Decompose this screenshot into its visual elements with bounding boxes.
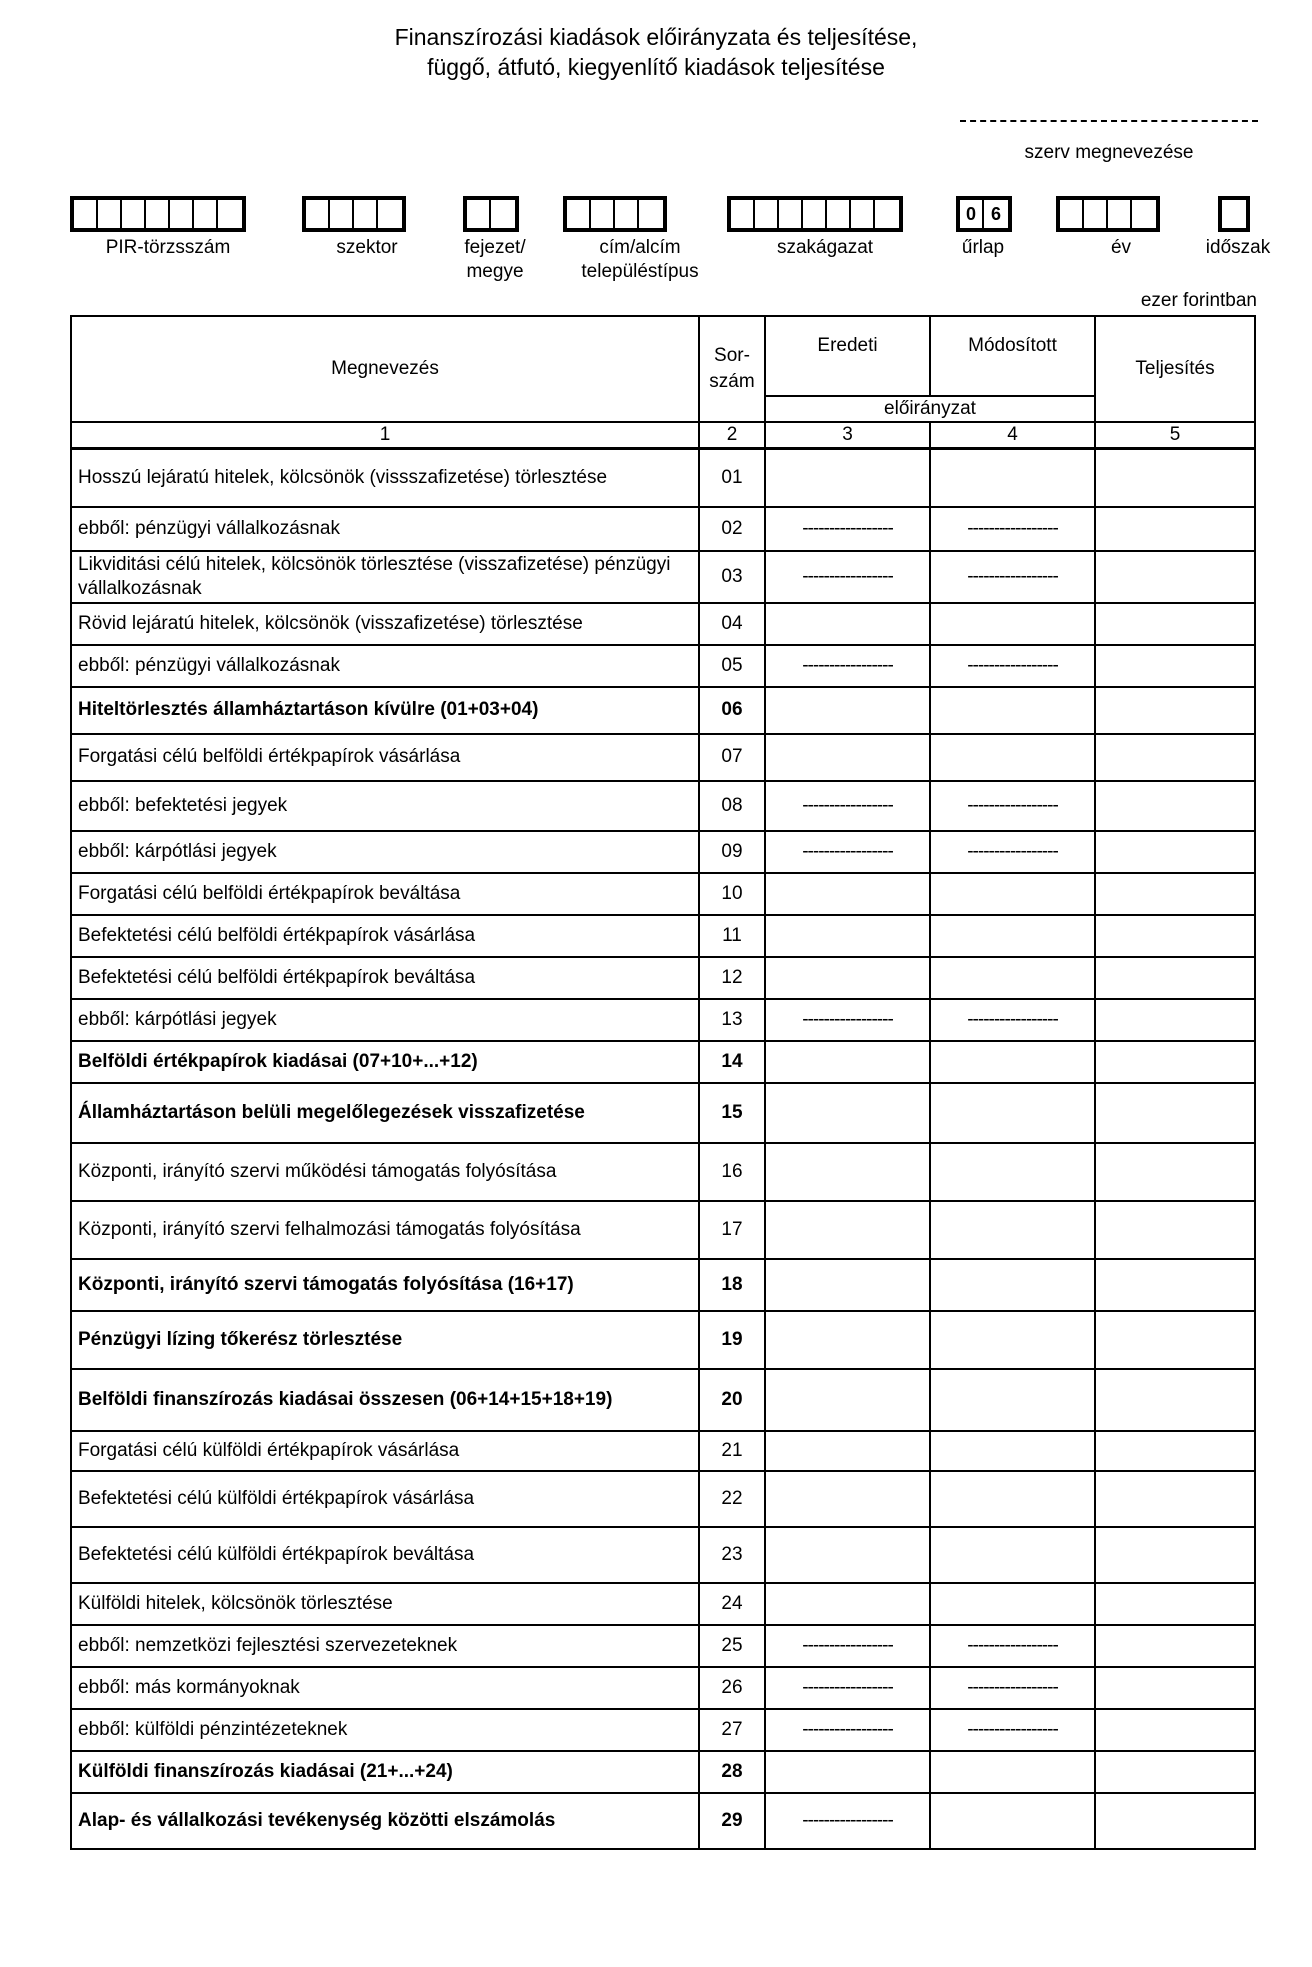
modified-value-cell-blocked: ----------------- [930,507,1095,551]
modified-value-cell[interactable] [930,603,1095,645]
performance-value-cell[interactable] [1095,1083,1255,1143]
performance-value-cell[interactable] [1095,915,1255,957]
row-serial: 13 [699,999,765,1041]
modified-value-cell-blocked: ----------------- [930,781,1095,831]
field-digit-cell[interactable] [615,200,639,228]
table-row [71,999,1255,1041]
header-original: Eredeti [765,316,930,396]
field-digit-cell[interactable] [491,200,515,228]
table-row [71,1709,1255,1751]
table-row [71,1201,1255,1259]
field-label-line: PIR-törzsszám [105,237,231,258]
table-row [71,1311,1255,1369]
performance-value-cell[interactable] [1095,1471,1255,1527]
original-value-cell-blocked: ----------------- [765,831,930,873]
field-boxes[interactable] [563,196,667,232]
table-row [71,645,1255,687]
row-name: Rövid lejáratú hitelek, kölcsönök (visszafizetése) törlesztése [71,603,699,645]
row-name: ebből: pénzügyi vállalkozásnak [71,645,699,687]
table-row [71,1667,1255,1709]
modified-value-cell[interactable] [930,1311,1095,1369]
performance-value-cell[interactable] [1095,1143,1255,1201]
field-digit-cell[interactable] [467,200,491,228]
field-digit-cell[interactable] [779,200,803,228]
field-digit-cell[interactable] [122,200,146,228]
table-row [71,873,1255,915]
row-serial: 06 [699,687,765,734]
original-value-cell[interactable] [765,449,930,507]
modified-value-cell[interactable] [930,957,1095,999]
original-value-cell-blocked: ----------------- [765,781,930,831]
row-serial: 03 [699,551,765,603]
modified-value-cell[interactable] [930,687,1095,734]
row-serial: 18 [699,1259,765,1311]
performance-value-cell[interactable] [1095,1667,1255,1709]
original-value-cell[interactable] [765,1143,930,1201]
row-name: Forgatási célú külföldi értékpapírok vásárlása [71,1431,699,1471]
performance-value-cell[interactable] [1095,1259,1255,1311]
row-name: Belföldi értékpapírok kiadásai (07+10+...+12) [71,1041,699,1083]
modified-value-cell-blocked: ----------------- [930,1709,1095,1751]
finance-table [70,315,1256,1850]
original-value-cell-blocked: ----------------- [765,1625,930,1667]
field-label [70,236,266,260]
field-boxes[interactable] [70,196,246,232]
original-value-cell-blocked: ----------------- [765,1793,930,1849]
field-digit-cell[interactable] [306,200,330,228]
row-name: ebből: kárpótlási jegyek [71,999,699,1041]
row-serial: 19 [699,1311,765,1369]
field-label-line: cím/alcím [599,237,681,258]
row-serial: 12 [699,957,765,999]
performance-value-cell[interactable] [1095,507,1255,551]
form-title-line-2: függő, átfutó, kiegyenlítő kiadások teljesítése [427,54,885,80]
row-serial: 23 [699,1527,765,1583]
row-serial: 26 [699,1667,765,1709]
col-number: 5 [1095,422,1255,449]
field-label [950,236,1016,260]
col-number: 2 [699,422,765,449]
original-value-cell[interactable] [765,1369,930,1431]
original-value-cell[interactable] [765,1583,930,1625]
row-serial: 02 [699,507,765,551]
field-digit-cell[interactable] [591,200,615,228]
field-label-line: megye [466,261,524,282]
field-digit-cell[interactable]: 6 [990,204,1001,224]
table-row [71,1431,1255,1471]
table-row [71,1527,1255,1583]
row-name: ebből: más kormányoknak [71,1667,699,1709]
field-label-line: településtípus [581,261,699,282]
row-name: Külföldi hitelek, kölcsönök törlesztése [71,1583,699,1625]
table-row [71,1751,1255,1793]
field-digit-cell[interactable] [218,200,242,228]
modified-value-cell[interactable] [930,1527,1095,1583]
field-label-line: szektor [336,237,398,258]
row-serial: 29 [699,1793,765,1849]
field-digit-cell[interactable] [731,200,755,228]
field-label [1190,236,1286,260]
field-digit-cell[interactable] [1108,200,1132,228]
performance-value-cell[interactable] [1095,1625,1255,1667]
row-serial: 15 [699,1083,765,1143]
field-digit-cell[interactable] [194,200,218,228]
performance-value-cell[interactable] [1095,687,1255,734]
modified-value-cell[interactable] [930,1083,1095,1143]
field-label [302,236,432,260]
modified-value-cell-blocked: ----------------- [930,1667,1095,1709]
table-row [71,507,1255,551]
performance-value-cell[interactable] [1095,873,1255,915]
col-number: 1 [71,422,699,449]
row-name: Központi, irányító szervi működési támogatás folyósítása [71,1143,699,1201]
row-serial: 14 [699,1041,765,1083]
field-digit-cell[interactable] [170,200,194,228]
row-serial: 16 [699,1143,765,1201]
original-value-cell[interactable] [765,1751,930,1793]
unit-label: ezer forintban [1140,290,1257,311]
field-label [455,236,535,284]
performance-value-cell[interactable] [1095,1041,1255,1083]
original-value-cell-blocked: ----------------- [765,1667,930,1709]
row-serial: 08 [699,781,765,831]
original-value-cell[interactable] [765,1259,930,1311]
field-digit-cell[interactable] [875,200,899,228]
field-digit-cell[interactable]: 0 [960,200,984,228]
performance-value-cell[interactable] [1095,1527,1255,1583]
original-value-cell[interactable] [765,1041,930,1083]
table-row [71,1583,1255,1625]
table-row [71,734,1255,781]
row-name: Befektetési célú külföldi értékpapírok vásárlása [71,1471,699,1527]
row-name: Befektetési célú külföldi értékpapírok beváltása [71,1527,699,1583]
row-name: ebből: pénzügyi vállalkozásnak [71,507,699,551]
field-digit-cell[interactable] [98,200,122,228]
performance-value-cell[interactable] [1095,1431,1255,1471]
row-name: Likviditási célú hitelek, kölcsönök törlesztése (visszafizetése) pénzügyi vállalkozásnak [71,551,699,603]
table-row [71,1625,1255,1667]
original-value-cell[interactable] [765,1311,930,1369]
org-name-line[interactable] [960,120,1258,122]
table-row [71,1793,1255,1849]
row-name: Központi, irányító szervi támogatás folyósítása (16+17) [71,1259,699,1311]
row-serial: 01 [699,449,765,507]
header-serial-text: Sor- szám [709,345,755,392]
field-digit-cell[interactable] [1084,200,1108,228]
row-name: Forgatási célú belföldi értékpapírok beváltása [71,873,699,915]
col-number: 3 [765,422,930,449]
row-name: Befektetési célú belföldi értékpapírok beváltása [71,957,699,999]
original-value-cell-blocked: ----------------- [765,507,930,551]
modified-value-cell[interactable] [930,873,1095,915]
modified-value-cell[interactable] [930,1143,1095,1201]
field-digit-cell[interactable] [1060,200,1084,228]
row-serial: 17 [699,1201,765,1259]
field-digit-cell[interactable] [1132,200,1156,228]
original-value-cell[interactable] [765,1431,930,1471]
original-value-cell[interactable] [765,687,930,734]
performance-value-cell[interactable] [1095,1369,1255,1431]
original-value-cell[interactable] [765,915,930,957]
modified-value-cell[interactable] [930,1041,1095,1083]
original-value-cell[interactable] [765,1083,930,1143]
performance-value-cell[interactable] [1095,1751,1255,1793]
row-serial: 21 [699,1431,765,1471]
row-name: Központi, irányító szervi felhalmozási támogatás folyósítása [71,1201,699,1259]
row-serial: 07 [699,734,765,781]
original-value-cell-blocked: ----------------- [765,1709,930,1751]
modified-value-cell[interactable] [930,915,1095,957]
performance-value-cell[interactable] [1095,957,1255,999]
field-label-line: fejezet/ [464,237,526,258]
table-row [71,551,1255,603]
original-value-cell[interactable] [765,1527,930,1583]
row-serial: 28 [699,1751,765,1793]
row-serial: 10 [699,873,765,915]
field-label-line: időszak [1205,237,1271,258]
field-boxes[interactable] [727,196,903,232]
row-name: ebből: befektetési jegyek [71,781,699,831]
table-body [71,449,1255,1849]
row-serial: 04 [699,603,765,645]
field-digit-cell[interactable] [146,200,170,228]
modified-value-cell[interactable] [930,449,1095,507]
performance-value-cell[interactable] [1095,734,1255,781]
row-name: Belföldi finanszírozás kiadásai összesen (06+14+15+18+19) [71,1369,699,1431]
row-name: Alap- és vállalkozási tevékenység közötti elszámolás [71,1793,699,1849]
modified-value-cell-blocked: ----------------- [930,551,1095,603]
table-row [71,1041,1255,1083]
performance-value-cell[interactable] [1095,645,1255,687]
modified-value-cell-blocked: ----------------- [930,831,1095,873]
performance-value-cell[interactable] [1095,1583,1255,1625]
original-value-cell-blocked: ----------------- [765,551,930,603]
row-serial: 22 [699,1471,765,1527]
table-row [71,915,1255,957]
performance-value-cell[interactable] [1095,999,1255,1041]
original-value-cell[interactable] [765,957,930,999]
modified-value-cell[interactable] [930,1369,1095,1431]
field-digit-cell[interactable] [378,200,402,228]
field-label [727,236,923,260]
field-digit-cell[interactable] [827,200,851,228]
modified-value-cell[interactable] [930,734,1095,781]
row-serial: 09 [699,831,765,873]
field-digit-cell[interactable] [74,200,98,228]
original-value-cell[interactable] [765,603,930,645]
field-digit-cell[interactable] [567,200,591,228]
original-value-cell[interactable] [765,734,930,781]
col-number: 4 [930,422,1095,449]
performance-value-cell[interactable] [1095,449,1255,507]
row-name: ebből: kárpótlási jegyek [71,831,699,873]
original-value-cell[interactable] [765,1201,930,1259]
field-digit-cell[interactable] [354,200,378,228]
row-name: Hosszú lejáratú hitelek, kölcsönök (vissszafizetése) törlesztése [71,449,699,507]
row-name: Forgatási célú belföldi értékpapírok vásárlása [71,734,699,781]
table-row [71,1083,1255,1143]
modified-value-cell-blocked: ----------------- [930,999,1095,1041]
table-row [71,603,1255,645]
table-row [71,1143,1255,1201]
performance-value-cell[interactable] [1095,603,1255,645]
org-name-label: szerv megnevezése [1024,142,1194,163]
column-numbers-row [71,422,1255,449]
row-name: Külföldi finanszírozás kiadásai (21+...+24) [71,1751,699,1793]
modified-value-cell[interactable] [930,1583,1095,1625]
field-boxes[interactable] [1056,196,1160,232]
table-row [71,781,1255,831]
original-value-cell[interactable] [765,1471,930,1527]
header-modified: Módosított [930,316,1095,396]
field-digit-cell[interactable] [330,200,354,228]
table-row [71,1471,1255,1527]
table-row [71,957,1255,999]
modified-value-cell-blocked: ----------------- [930,1625,1095,1667]
modified-value-cell[interactable] [930,1259,1095,1311]
row-name: Befektetési célú belföldi értékpapírok vásárlása [71,915,699,957]
header-performance: Teljesítés [1095,316,1255,422]
field-boxes[interactable] [463,196,519,232]
performance-value-cell[interactable] [1095,781,1255,831]
row-name: Pénzügyi lízing tőkerész törlesztése [71,1311,699,1369]
performance-value-cell[interactable] [1095,1201,1255,1259]
table-row [71,687,1255,734]
field-boxes[interactable] [1218,196,1250,232]
table-row [71,449,1255,507]
row-name: ebből: külföldi pénzintézeteknek [71,1709,699,1751]
row-serial: 25 [699,1625,765,1667]
modified-value-cell[interactable] [930,1201,1095,1259]
header-appropriation: előirányzat [765,396,1095,422]
row-serial: 05 [699,645,765,687]
field-label [1056,236,1186,260]
modified-value-cell[interactable] [930,1793,1095,1849]
field-digit-cell[interactable] [639,200,663,228]
performance-value-cell[interactable] [1095,1793,1255,1849]
original-value-cell[interactable] [765,873,930,915]
row-name: ebből: nemzetközi fejlesztési szervezeteknek [71,1625,699,1667]
row-serial: 27 [699,1709,765,1751]
modified-value-cell[interactable] [930,1751,1095,1793]
field-label-line: év [1110,237,1132,258]
performance-value-cell[interactable] [1095,551,1255,603]
performance-value-cell[interactable] [1095,1311,1255,1369]
field-digit-cell[interactable] [755,200,779,228]
table-row [71,831,1255,873]
row-serial: 24 [699,1583,765,1625]
header-serial [699,316,765,422]
field-label-line: szakágazat [776,237,874,258]
modified-value-cell[interactable] [930,1471,1095,1527]
form-title [0,22,1312,82]
modified-value-cell-blocked: ----------------- [930,645,1095,687]
row-name: Államháztartáson belüli megelőlegezések visszafizetése [71,1083,699,1143]
original-value-cell-blocked: ----------------- [765,999,930,1041]
performance-value-cell[interactable] [1095,831,1255,873]
field-digit-cell[interactable] [1222,200,1246,228]
row-serial: 11 [699,915,765,957]
header-name: Megnevezés [71,316,699,422]
form-title-line-1: Finanszírozási kiadások előirányzata és teljesítése, [394,24,918,50]
table-row [71,1259,1255,1311]
field-boxes[interactable] [956,196,1012,232]
field-label [560,236,720,284]
field-digit-cell[interactable] [803,200,827,228]
table-row [71,1369,1255,1431]
field-digit-cell[interactable] [851,200,875,228]
field-label-line: űrlap [961,237,1005,258]
modified-value-cell[interactable] [930,1431,1095,1471]
row-name: Hiteltörlesztés államháztartáson kívülre (01+03+04) [71,687,699,734]
performance-value-cell[interactable] [1095,1709,1255,1751]
field-boxes[interactable] [302,196,406,232]
original-value-cell-blocked: ----------------- [765,645,930,687]
row-serial: 20 [699,1369,765,1431]
